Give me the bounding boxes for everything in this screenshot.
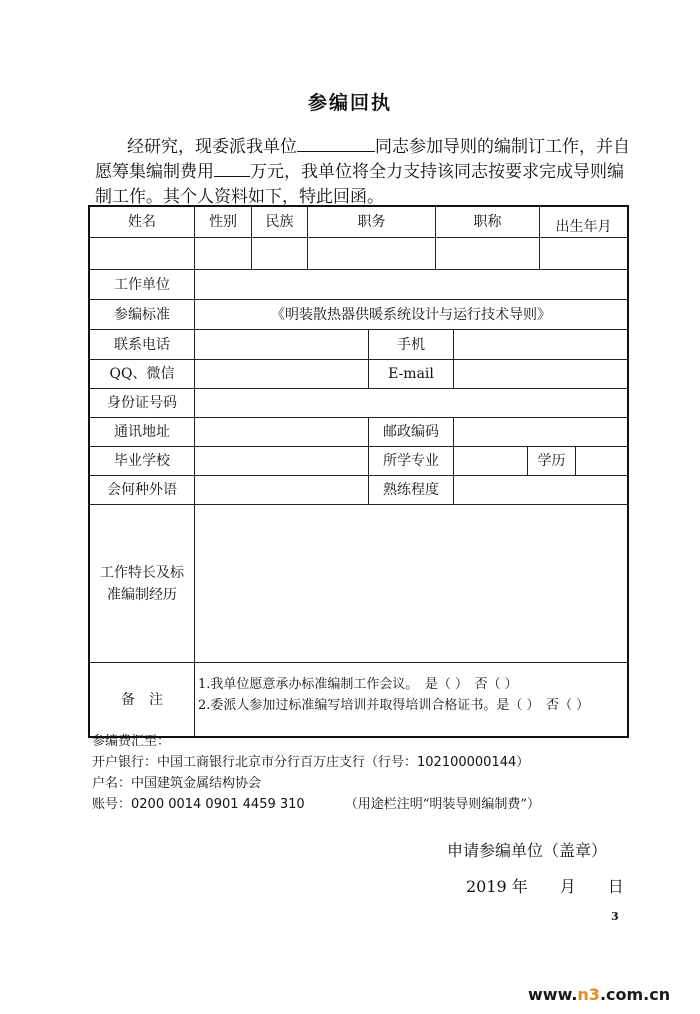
header-job-title: 职称 <box>473 214 502 230</box>
degree-input[interactable] <box>576 447 627 475</box>
remarks-label: 备 注 <box>121 691 163 708</box>
header-position: 职务 <box>357 214 386 230</box>
ethnicity-input[interactable] <box>252 238 307 269</box>
header-name: 姓名 <box>128 214 156 230</box>
watermark-prefix: www. <box>528 985 578 1004</box>
watermark-accent: n3 <box>577 985 600 1004</box>
email-input[interactable] <box>454 360 627 388</box>
intro-text-3: 万元，我单位将全力支持该同志按要求完成导则编制工作。其个人资料如下，特此回函。 <box>95 162 624 207</box>
proficiency-label: 熟练程度 <box>383 482 439 498</box>
phone-input[interactable] <box>195 330 368 359</box>
id-number-label: 身份证号码 <box>107 395 177 411</box>
address-label: 通讯地址 <box>114 424 170 440</box>
payment-info <box>92 731 540 815</box>
standard-value: 《明装散热器供暖系统设计与运行技术导则》 <box>271 306 551 323</box>
qq-wechat-input[interactable] <box>195 360 368 388</box>
payment-heading: 参编费汇至： <box>92 734 171 749</box>
work-unit-input[interactable] <box>195 270 627 299</box>
position-input[interactable] <box>308 238 435 269</box>
fee-amount-blank[interactable] <box>214 160 250 177</box>
language-input[interactable] <box>195 476 368 504</box>
document-title: 参编回执 <box>307 92 392 114</box>
header-birth: 出生年月 <box>555 219 612 235</box>
header-ethnicity: 民族 <box>265 214 294 230</box>
watermark-suffix: .com.cn <box>599 985 671 1004</box>
experience-input[interactable] <box>195 505 627 662</box>
bank-info: 开户银行：中国工商银行北京市分行百万庄支行（行号：102100000144） <box>92 755 530 770</box>
page-number: 3 <box>611 910 619 923</box>
proficiency-input[interactable] <box>454 476 627 504</box>
payment-purpose: （用途栏注明“明装导则编制费”） <box>344 797 540 812</box>
phone-label: 联系电话 <box>114 336 170 353</box>
language-label: 会何种外语 <box>107 482 177 498</box>
job-title-input[interactable] <box>436 238 539 269</box>
major-label: 所学专业 <box>383 453 439 469</box>
experience-label: 工作特长及标准编制经历 <box>100 564 184 603</box>
intro-text-2: 同志参加导则的编制订工作，并自愿筹集编制费用 <box>95 137 630 182</box>
birth-input[interactable] <box>540 238 627 269</box>
major-input[interactable] <box>454 447 527 475</box>
postcode-input[interactable] <box>454 418 627 446</box>
mobile-input[interactable] <box>454 330 627 359</box>
intro-text-1: 经研究，现委派我单位 <box>127 137 297 157</box>
account-row <box>92 794 540 815</box>
header-gender: 性别 <box>209 214 237 230</box>
address-input[interactable] <box>195 418 368 446</box>
email-label: E-mail <box>388 366 434 382</box>
note-1: 1.我单位愿意承办标准编制工作会议。 是（ ） 否（ ） <box>198 677 518 692</box>
registration-form-table <box>88 205 629 738</box>
postcode-label: 邮政编码 <box>383 424 439 440</box>
site-watermark <box>528 985 670 1004</box>
date-line: 2019 年 月 日 <box>466 877 624 896</box>
gender-input[interactable] <box>195 238 251 269</box>
degree-label: 学历 <box>537 453 566 469</box>
standard-label: 参编标准 <box>114 306 170 323</box>
account-number: 账号：0200 0014 0901 4459 310 <box>92 797 305 812</box>
school-input[interactable] <box>195 447 368 475</box>
id-number-input[interactable] <box>195 389 627 417</box>
intro-paragraph <box>95 135 640 210</box>
qq-wechat-label: QQ、微信 <box>109 366 175 382</box>
work-unit-label: 工作单位 <box>114 276 170 293</box>
mobile-label: 手机 <box>397 336 425 353</box>
signature-line: 申请参编单位（盖章） <box>447 841 608 860</box>
remarks-notes <box>198 674 589 716</box>
name-input[interactable] <box>90 238 194 269</box>
school-label: 毕业学校 <box>114 453 170 469</box>
account-name: 户名：中国建筑金属结构协会 <box>92 776 262 791</box>
note-2: 2.委派人参加过标准编写培训并取得培训合格证书。是（ ） 否（ ） <box>198 698 590 713</box>
delegate-name-blank[interactable] <box>297 135 375 152</box>
